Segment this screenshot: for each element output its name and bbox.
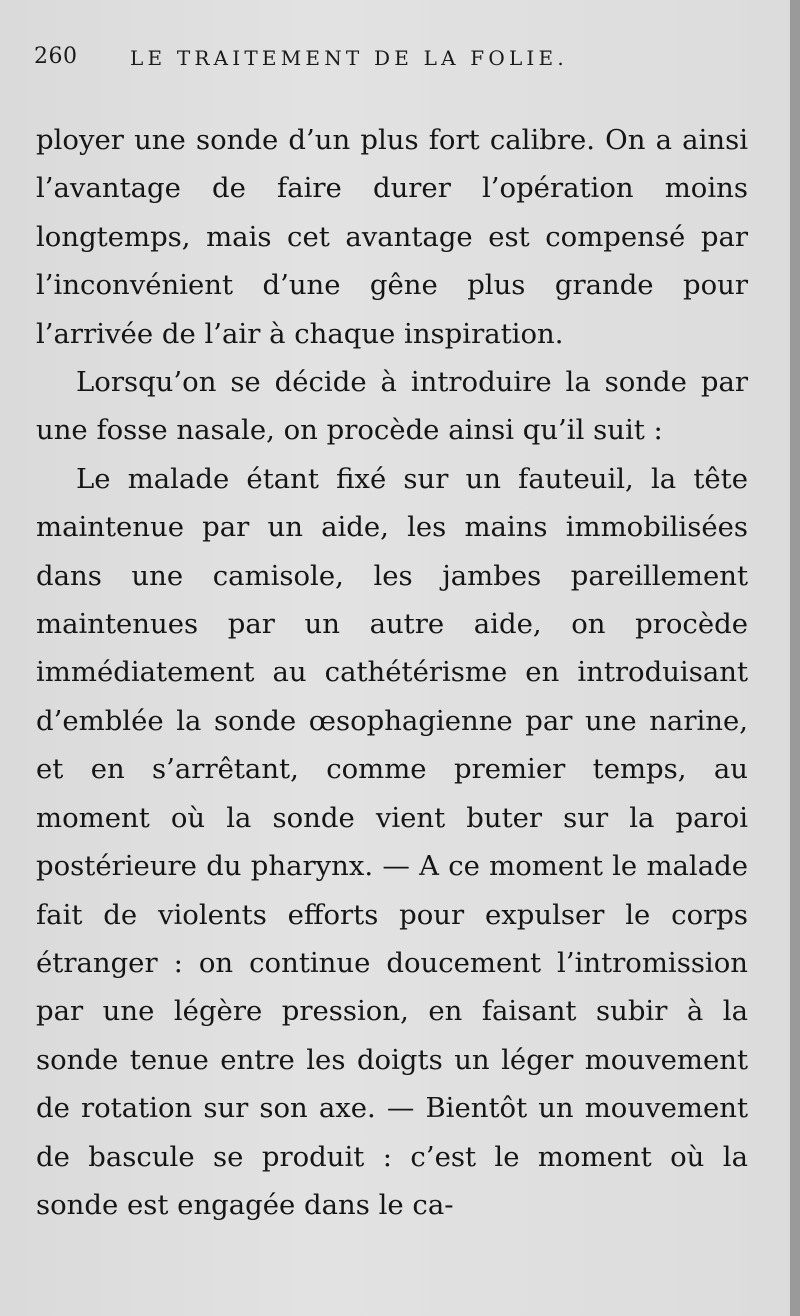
- page-body: [36, 116, 748, 1229]
- running-title: LE TRAITEMENT DE LA FOLIE.: [130, 46, 568, 70]
- paragraph-nasal-introduction: Lorsqu’on se décide à introduire la sonde par une fosse nasale, on procède ainsi qu’il suit :: [36, 366, 748, 447]
- paragraph-procedure: Le malade étant fixé sur un fauteuil, la tête maintenue par un aide, les mains immobilisées dans une camisole, les jambes pareillement maintenues par un autre aide, on procède immédiatement au cathétérisme en introduisant d’emblée la sonde œsophagienne par une narine, et en s’arrêtant, comme premier temps, au moment où la sonde vient buter sur la paroi postérieure du pharynx. — A ce moment le malade fait de violents efforts pour expulser le corps étranger : on continue doucement l’intromission par une légère pression, en faisant subir à la sonde tenue entre les doigts un léger mouvement de rotation sur son axe. — Bientôt un mouvement de bascule se produit : c’est le moment où la sonde est engagée dans le ca-: [36, 462, 748, 1221]
- page-edge: [790, 0, 800, 1316]
- paragraph-continuation: ployer une sonde d’un plus fort calibre. On a ainsi l’avantage de faire durer l’opération moins longtemps, mais cet avantage est compensé par l’inconvénient d’une gêne plus grande pour l’arrivée de l’air à chaque inspiration.: [36, 124, 748, 350]
- page-number: 260: [34, 44, 78, 69]
- page-header: [34, 44, 654, 74]
